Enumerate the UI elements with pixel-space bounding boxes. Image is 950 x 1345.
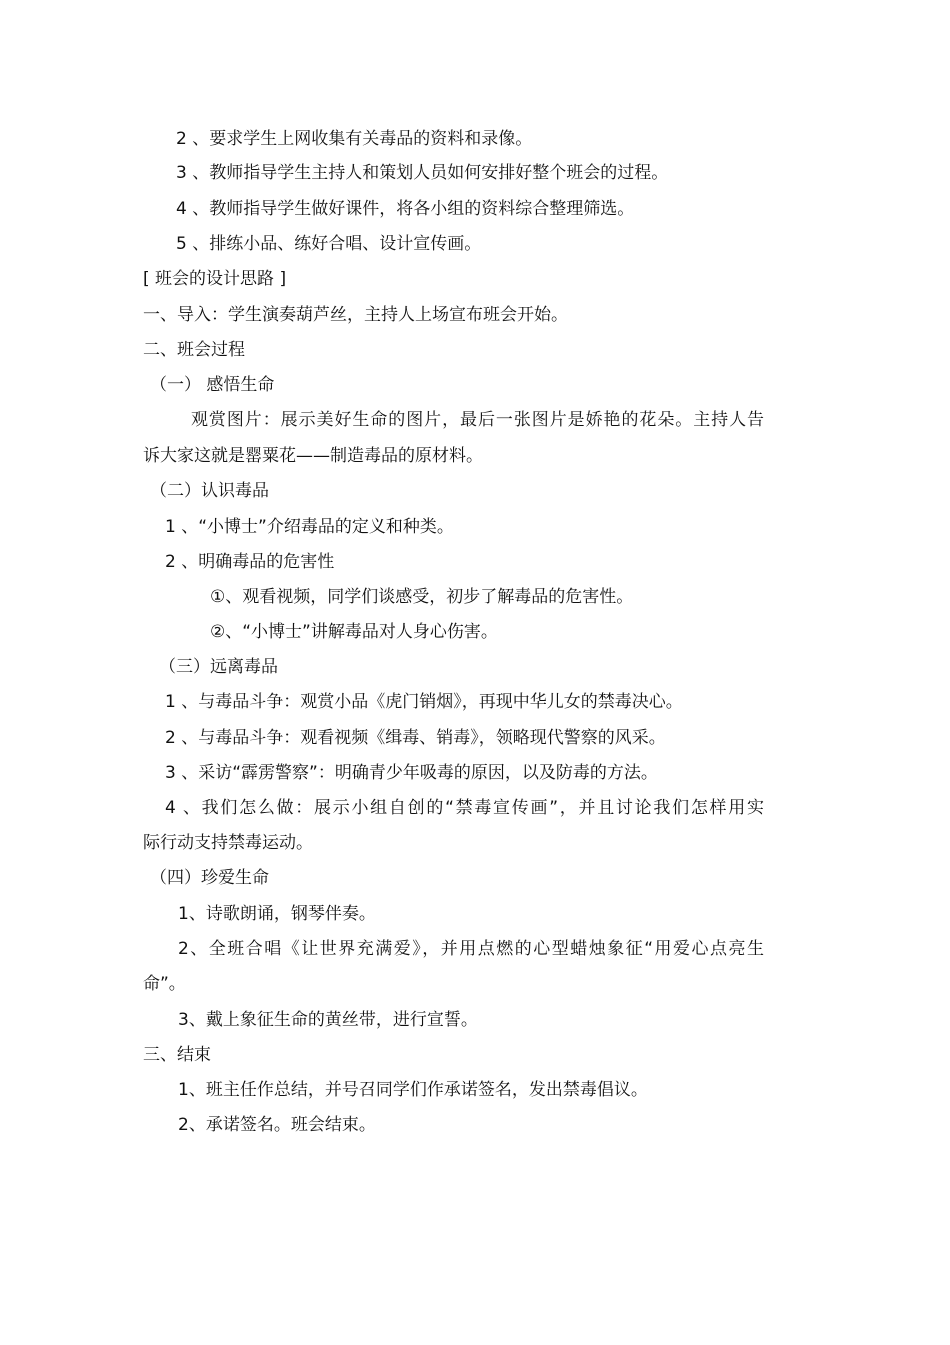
subsection-1: （一） 感悟生命 (150, 375, 275, 395)
section-end: 三、结束 (143, 1045, 211, 1065)
list-item-4-3: 3、戴上象征生命的黄丝带，进行宣誓。 (178, 1010, 478, 1030)
subsection-4: （四）珍爱生命 (150, 868, 269, 888)
section-intro: 一、导入：学生演奏葫芦丝，主持人上场宣布班会开始。 (143, 305, 568, 325)
list-item-3-3: 3 、采访“霹雳警察”：明确青少年吸毒的原因，以及防毒的方法。 (165, 763, 658, 783)
list-item-2-2: 2 、明确毒品的危害性 (165, 552, 335, 572)
section-heading-design: [ 班会的设计思路 ] (143, 269, 287, 289)
list-item-4-2-cont: 命”。 (143, 974, 186, 994)
list-item-3-4: 4 、我们怎么做：展示小组自创的“禁毒宣传画”，并且讨论我们怎样用实 (165, 798, 764, 818)
list-item-3-1: 1 、与毒品斗争：观赏小品《虎门销烟》，再现中华儿女的禁毒决心。 (165, 692, 683, 712)
prep-item-2: 2 、要求学生上网收集有关毒品的资料和录像。 (176, 129, 533, 149)
list-item-4-1: 1、诗歌朗诵，钢琴伴奏。 (178, 904, 376, 924)
sub-item-circle-1: ①、观看视频，同学们谈感受，初步了解毒品的危害性。 (210, 587, 634, 607)
end-item-2: 2、承诺签名。班会结束。 (178, 1115, 376, 1135)
end-item-1: 1、班主任作总结，并号召同学们作承诺签名，发出禁毒倡议。 (178, 1080, 648, 1100)
paragraph-line-1: 观赏图片：展示美好生命的图片，最后一张图片是娇艳的花朵。主持人告 (191, 410, 764, 430)
prep-item-3: 3 、教师指导学生主持人和策划人员如何安排好整个班会的过程。 (176, 163, 669, 183)
sub-item-circle-2: ②、“小博士”讲解毒品对人身心伤害。 (210, 622, 498, 642)
list-item-4-2: 2、全班合唱《让世界充满爱》，并用点燃的心型蜡烛象征“用爱心点亮生 (178, 939, 764, 959)
section-process: 二、班会过程 (143, 340, 245, 360)
paragraph-line-2: 诉大家这就是罂粟花——制造毒品的原材料。 (143, 446, 483, 466)
prep-item-5: 5 、排练小品、练好合唱、设计宣传画。 (176, 234, 482, 254)
prep-item-4: 4 、教师指导学生做好课件，将各小组的资料综合整理筛选。 (176, 199, 635, 219)
subsection-2: （二）认识毒品 (150, 481, 269, 501)
list-item-3-2: 2 、与毒品斗争：观看视频《缉毒、销毒》，领略现代警察的风采。 (165, 728, 666, 748)
list-item-3-4-cont: 际行动支持禁毒运动。 (143, 833, 313, 853)
subsection-3: （三）远离毒品 (159, 657, 278, 677)
list-item-2-1: 1 、“小博士”介绍毒品的定义和种类。 (165, 517, 454, 537)
